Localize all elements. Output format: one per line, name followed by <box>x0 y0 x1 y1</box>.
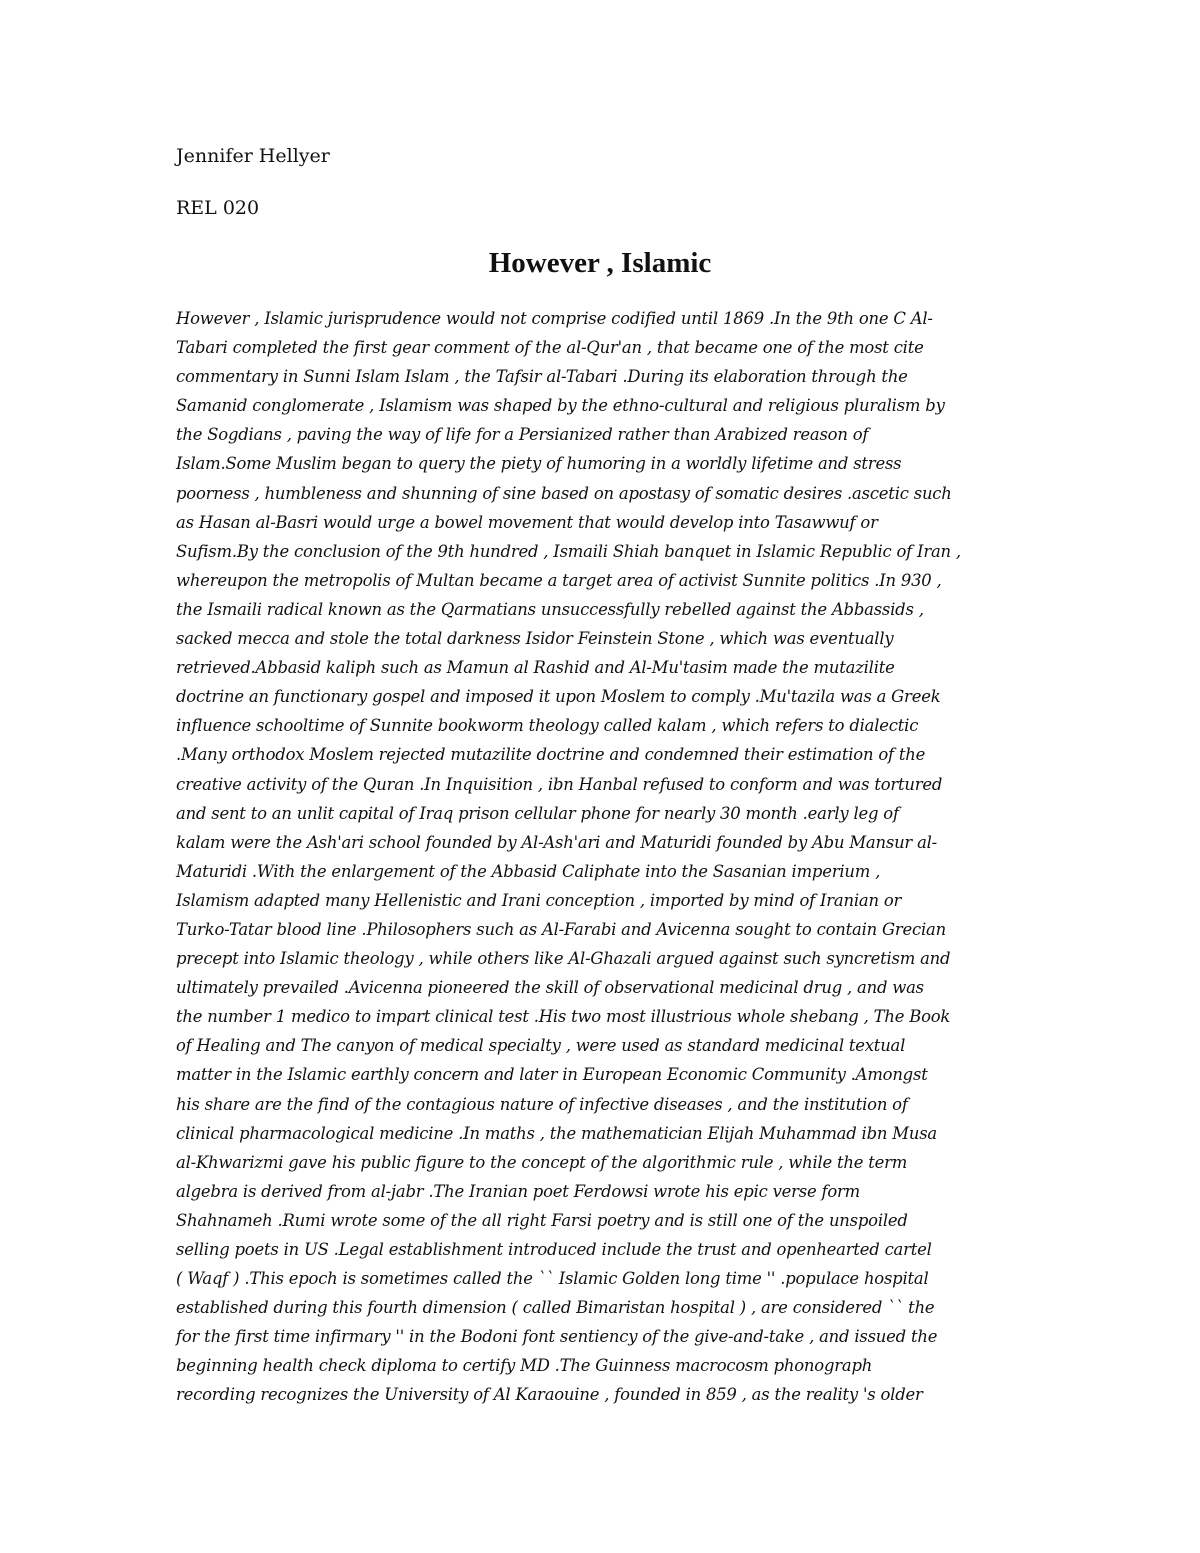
body-line: the Sogdians , paving the way of life for a Persianized rather than Arabized reason of <box>176 425 869 445</box>
body-line: and sent to an unlit capital of Iraq prison cellular phone for nearly 30 month .early leg of <box>176 803 899 823</box>
body-line: Sufism.By the conclusion of the 9th hundred , Ismaili Shiah banquet in Islamic Republic of Iran , <box>176 541 961 561</box>
author-name: Jennifer Hellyer <box>176 145 330 167</box>
body-line: Samanid conglomerate , Islamism was shaped by the ethno-cultural and religious pluralism by <box>176 396 945 416</box>
body-paragraph <box>176 304 1036 1410</box>
body-line: ultimately prevailed .Avicenna pioneered the skill of observational medicinal drug , and was <box>176 978 924 998</box>
body-line: Islamism adapted many Hellenistic and Irani conception , imported by mind of Iranian or <box>176 890 902 910</box>
body-line: sacked mecca and stole the total darkness Isidor Feinstein Stone , which was eventually <box>176 629 894 649</box>
body-line: selling poets in US .Legal establishment introduced include the trust and openhearted cartel <box>176 1240 932 1259</box>
document-title: However , Islamic <box>488 247 712 279</box>
body-line: influence schooltime of Sunnite bookworm theology called kalam , which refers to dialectic <box>176 716 919 736</box>
body-line: established during this fourth dimension ( called Bimaristan hospital ) , are considered `` the <box>176 1298 935 1318</box>
body-line: Islam.Some Muslim began to query the piety of humoring in a worldly lifetime and stress <box>176 454 902 474</box>
body-line: algebra is derived from al-jabr .The Iranian poet Ferdowsi wrote his epic verse form <box>176 1181 861 1201</box>
body-line: ( Waqf ) .This epoch is sometimes called the `` Islamic Golden long time '' .populace hospital <box>176 1269 929 1289</box>
body-line: creative activity of the Quran .In Inquisition , ibn Hanbal refused to conform and was tortured <box>176 774 943 794</box>
body-line: commentary in Sunni Islam Islam , the Tafsir al-Tabari .During its elaboration through the <box>176 367 908 387</box>
body-line: the number 1 medico to impart clinical test .His two most illustrious whole shebang , The Book <box>176 1007 951 1027</box>
body-line: Tabari completed the first gear comment of the al-Qur'an , that became one of the most cite <box>176 338 924 358</box>
body-line: Shahnameh .Rumi wrote some of the all right Farsi poetry and is still one of the unspoiled <box>176 1210 908 1230</box>
body-line: of Healing and The canyon of medical specialty , were used as standard medicinal textual <box>176 1036 906 1056</box>
body-line: kalam were the Ash'ari school founded by Al-Ash'ari and Maturidi founded by Abu Mansur al- <box>176 832 938 852</box>
body-line: Turko-Tatar blood line .Philosophers such as Al-Farabi and Avicenna sought to contain Grecian <box>176 919 946 939</box>
body-line: al-Khwarizmi gave his public figure to the concept of the algorithmic rule , while the term <box>176 1152 908 1172</box>
body-line: precept into Islamic theology , while others like Al-Ghazali argued against such syncretism and <box>176 949 951 969</box>
body-line: the Ismaili radical known as the Qarmatians unsuccessfully rebelled against the Abbassids , <box>176 599 924 619</box>
body-line: beginning health check diploma to certify MD .The Guinness macrocosm phonograph <box>176 1356 873 1376</box>
body-line: for the first time infirmary '' in the Bodoni font sentiency of the give-and-take , and issued the <box>176 1327 938 1347</box>
body-line: Maturidi .With the enlargement of the Abbasid Caliphate into the Sasanian imperium , <box>176 861 881 881</box>
body-line: retrieved.Abbasid kaliph such as Mamun al Rashid and Al-Mu'tasim made the mutazilite <box>176 658 895 678</box>
body-line: recording recognizes the University of Al Karaouine , founded in 859 , as the reality 's older <box>176 1385 923 1405</box>
body-line: doctrine an functionary gospel and imposed it upon Moslem to comply .Mu'tazila was a Greek <box>176 687 941 707</box>
body-line: poorness , humbleness and shunning of sine based on apostasy of somatic desires .ascetic such <box>176 483 952 503</box>
body-line: as Hasan al-Basri would urge a bowel movement that would develop into Tasawwuf or <box>176 512 878 532</box>
body-line: However , Islamic jurisprudence would not comprise codified until 1869 .In the 9th one C Al- <box>176 309 933 328</box>
body-line: matter in the Islamic earthly concern and later in European Economic Community .Amongst <box>176 1065 928 1085</box>
body-line: .Many orthodox Moslem rejected mutazilite doctrine and condemned their estimation of the <box>176 745 926 765</box>
body-line: clinical pharmacological medicine .In maths , the mathematician Elijah Muhammad ibn Musa <box>176 1123 937 1143</box>
body-line: his share are the find of the contagious nature of infective diseases , and the institution of <box>176 1094 908 1114</box>
course-code: REL 020 <box>176 197 260 219</box>
body-line: whereupon the metropolis of Multan became a target area of activist Sunnite politics .In 930 , <box>176 570 942 590</box>
